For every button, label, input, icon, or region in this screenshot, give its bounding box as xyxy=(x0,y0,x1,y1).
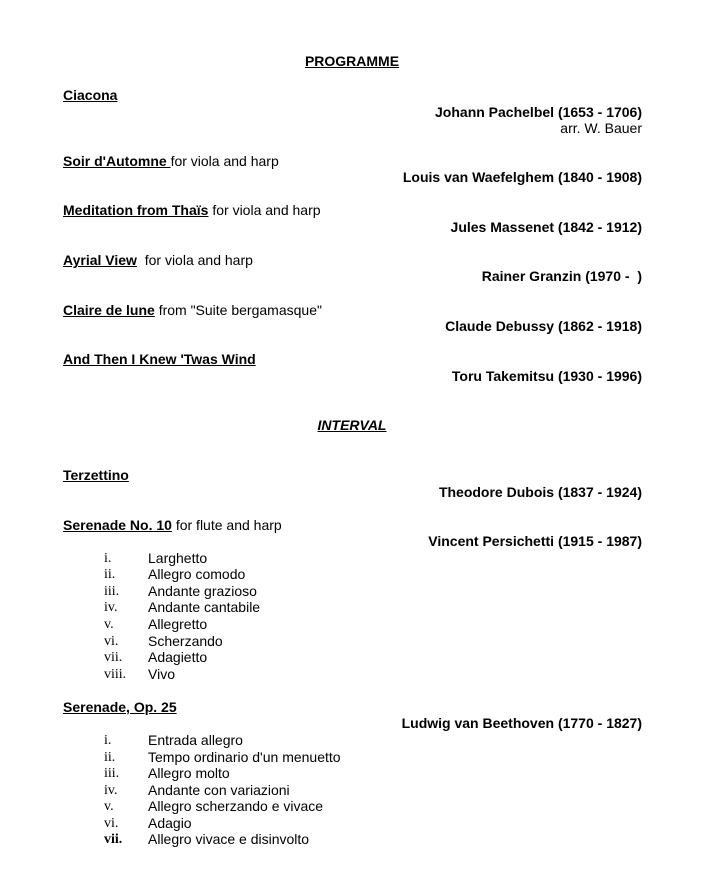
movement-name: Andante cantabile xyxy=(148,599,261,615)
piece-title: Ciacona xyxy=(63,87,118,103)
movement-name: Allegro molto xyxy=(148,765,230,781)
movement-name: Tempo ordinario d'un menuetto xyxy=(148,749,341,765)
movement-name: Adagietto xyxy=(148,649,208,665)
composer-waefelghem: Louis van Waefelghem (1840 - 1908) xyxy=(402,169,642,185)
piece-title: Ayrial View xyxy=(63,252,137,268)
piece-title-ciacona xyxy=(63,87,117,104)
piece-suffix: for flute and harp xyxy=(171,517,282,533)
composer-debussy: Claude Debussy (1862 - 1918) xyxy=(445,318,642,334)
piece-title-terzettino xyxy=(63,467,129,484)
piece-title: Meditation from Thaïs xyxy=(63,202,209,218)
movement-number: iv. xyxy=(104,783,118,798)
movement-name: Adagio xyxy=(148,815,192,831)
composer-takemitsu: Toru Takemitsu (1930 - 1996) xyxy=(451,368,642,384)
movement-name: Allegro comodo xyxy=(148,566,246,582)
piece-title-meditation xyxy=(63,202,321,219)
piece-title-claire-de-lune xyxy=(63,302,322,319)
piece-title: Serenade No. 10 xyxy=(63,517,172,533)
movement-name: Allegretto xyxy=(148,616,208,632)
movement-number: v. xyxy=(104,799,114,814)
piece-suffix: for viola and harp xyxy=(208,202,321,218)
composer-dubois: Theodore Dubois (1837 - 1924) xyxy=(438,484,642,500)
piece-title: Serenade, Op. 25 xyxy=(63,699,177,715)
movement-name: Andante grazioso xyxy=(148,583,257,599)
movement-name: Allegro vivace e disinvolto xyxy=(148,831,310,847)
movement-number: i. xyxy=(104,733,112,748)
movement-number: iv. xyxy=(104,600,118,615)
movement-name: Allegro scherzando e vivace xyxy=(148,798,324,814)
composer-persichetti: Vincent Persichetti (1915 - 1987) xyxy=(428,533,642,549)
movement-number: ii. xyxy=(104,750,116,765)
movement-number: ii. xyxy=(104,567,116,582)
piece-suffix: for viola and harp xyxy=(136,252,253,268)
piece-title-ayrial-view xyxy=(63,252,253,269)
piece-title: Claire de lune xyxy=(63,302,155,318)
composer-pachelbel: Johann Pachelbel (1653 - 1706) xyxy=(435,104,642,120)
programme-heading: PROGRAMME xyxy=(304,53,400,69)
piece-title: And Then I Knew 'Twas Wind xyxy=(63,351,256,367)
movement-name: Entrada allegro xyxy=(148,732,243,748)
piece-title-serenade-no-10 xyxy=(63,517,282,534)
composer-beethoven: Ludwig van Beethoven (1770 - 1827) xyxy=(401,715,642,731)
movement-number: vii. xyxy=(104,650,123,665)
piece-title: Terzettino xyxy=(63,467,129,483)
movement-number: vii. xyxy=(104,832,123,847)
movement-number: vi. xyxy=(104,816,119,831)
piece-title-soir-dautomne xyxy=(63,153,279,170)
composer-granzin: Rainer Granzin (1970 - ) xyxy=(481,268,642,284)
movement-name: Andante con variazioni xyxy=(148,782,290,798)
piece-title-serenade-op-25 xyxy=(63,699,177,716)
movement-name: Scherzando xyxy=(148,633,223,649)
piece-title: Soir d'Automne xyxy=(63,153,171,169)
piece-title-and-then-i-knew xyxy=(63,351,256,368)
movement-number: i. xyxy=(104,551,112,566)
interval-heading: INTERVAL xyxy=(317,417,387,433)
movement-number: vi. xyxy=(104,634,119,649)
movement-name: Vivo xyxy=(148,666,175,682)
piece-suffix: for viola and harp xyxy=(170,153,279,169)
movement-number: viii. xyxy=(104,667,127,682)
arranger-note: arr. W. Bauer xyxy=(560,120,642,136)
composer-massenet: Jules Massenet (1842 - 1912) xyxy=(450,219,642,235)
movement-number: v. xyxy=(104,617,114,632)
movement-name: Larghetto xyxy=(148,550,208,566)
piece-suffix: from "Suite bergamasque" xyxy=(154,302,322,318)
movement-number: iii. xyxy=(104,584,120,599)
movement-number: iii. xyxy=(104,766,120,781)
